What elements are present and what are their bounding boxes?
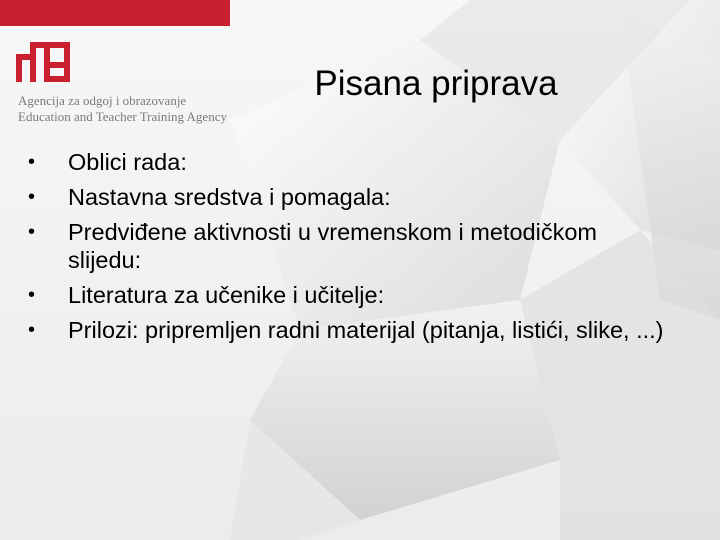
bullet-text: Literatura za učenike i učitelje:	[68, 282, 385, 308]
bullet-item	[24, 281, 674, 309]
bullet-dot: •	[28, 319, 36, 341]
bullet-list	[24, 148, 674, 344]
bullet-dot: •	[28, 151, 36, 173]
bullet-text: Oblici rada:	[68, 149, 187, 175]
agency-name-en: Education and Teacher Training Agency	[18, 109, 227, 124]
agency-logo	[14, 40, 74, 85]
bullet-text: Prilozi: pripremljen radni materijal (pitanja, listići, slike, ...)	[68, 317, 664, 343]
agency-name	[18, 93, 227, 125]
bullet-item	[24, 148, 674, 176]
bullet-dot: •	[28, 221, 36, 243]
bullet-text: Predviđene aktivnosti u vremenskom i metodičkom slijedu:	[68, 219, 597, 273]
agency-name-hr: Agencija za odgoj i obrazovanje	[18, 93, 187, 108]
bullet-text: Nastavna sredstva i pomagala:	[68, 184, 391, 210]
bullet-item	[24, 218, 674, 274]
bullet-dot: •	[28, 284, 36, 306]
bullet-item	[24, 183, 674, 211]
bullet-item	[24, 316, 674, 344]
slide-title: Pisana priprava	[314, 64, 558, 103]
bullet-dot: •	[28, 186, 36, 208]
